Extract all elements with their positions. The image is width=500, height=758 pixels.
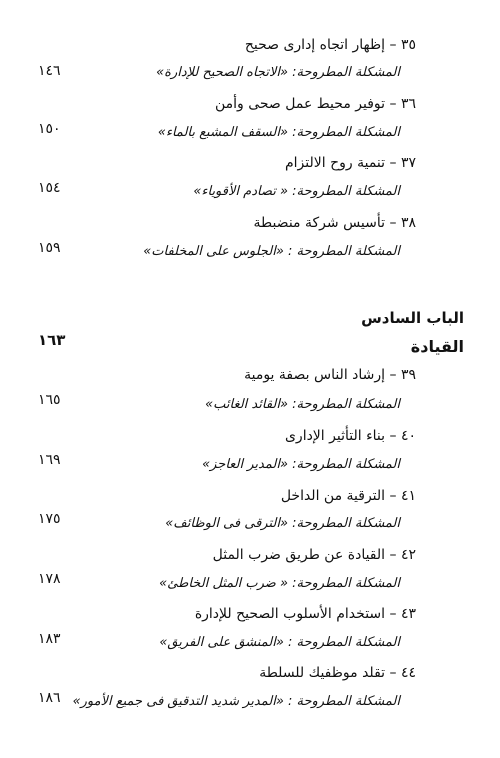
page-number: ١٨٦ [38, 690, 61, 706]
page-number: ١٤٦ [38, 63, 61, 79]
problem-text: « ضرب المثل الخاطئ» [159, 576, 288, 591]
page-number: ١٧٥ [38, 511, 61, 527]
problem-label: المشكلة المطروحة: [292, 65, 400, 80]
toc-entry-title: ٤٣ – استخدام الأسلوب الصحيح للإدارة [194, 606, 416, 622]
toc-entry-problem [156, 64, 400, 82]
problem-label: المشكلة المطروحة: [292, 576, 400, 591]
entry-number: ٤٢ [400, 547, 416, 563]
problem-text: «الجلوس على المخلفات» [143, 244, 284, 259]
problem-label: المشكلة المطروحة: [292, 397, 400, 412]
entry-number: ٤١ [400, 488, 416, 504]
entry-title: القيادة عن طريق ضرب المثل [212, 547, 386, 563]
page-number: ١٥٩ [38, 240, 61, 256]
toc-entry-problem [205, 396, 400, 414]
problem-text: «القائد الغائب» [205, 397, 288, 412]
page-number: ١٦٩ [38, 452, 61, 468]
problem-text: «المنشق على الفريق» [159, 635, 284, 650]
toc-entry-title: ٣٩ – إرشاد الناس بصفة يومية [244, 367, 416, 383]
entry-number: ٣٩ [400, 367, 416, 383]
entry-title: تقلد موظفيك للسلطة [259, 665, 386, 681]
chapter-title: الباب السادس [361, 309, 464, 327]
problem-text: «الترقى فى الوظائف» [165, 516, 288, 531]
toc-entry-problem [143, 243, 400, 261]
problem-text: « تصادم الأقوياء» [193, 184, 288, 199]
problem-label: المشكلة المطروحة : [288, 635, 400, 650]
entry-number: ٤٤ [400, 665, 416, 681]
entry-number: ٣٦ [400, 96, 416, 112]
chapter-subtitle: القيادة [410, 337, 464, 356]
toc-entry-problem [73, 693, 400, 711]
entry-number: ٤٣ [400, 606, 416, 622]
entry-number: ٣٧ [400, 155, 416, 171]
toc-entry-title: ٣٨ – تأسيس شركة منضبطة [253, 215, 416, 231]
entry-number: ٣٥ [400, 37, 416, 53]
toc-entry-problem [159, 634, 400, 652]
entry-title: توفير محيط عمل صحى وأمن [214, 96, 386, 112]
page-number: ١٥٤ [38, 180, 61, 196]
toc-entry-problem [158, 124, 400, 142]
chapter-page-number: ١٦٣ [38, 331, 66, 349]
toc-entry-title: ٤١ – الترقية من الداخل [280, 488, 416, 504]
toc-entry-problem [159, 575, 400, 593]
toc-entry-title: ٣٦ – توفير محيط عمل صحى وأمن [214, 96, 416, 112]
entry-title: تأسيس شركة منضبطة [253, 215, 386, 231]
problem-label: المشكلة المطروحة: [292, 125, 400, 140]
problem-text: «المدير شديد التدقيق فى جميع الأمور» [72, 694, 284, 709]
problem-text: «الاتجاه الصحيح للإدارة» [156, 65, 288, 80]
page-number: ١٨٣ [38, 631, 61, 647]
problem-label: المشكلة المطروحة: [292, 184, 400, 199]
problem-label: المشكلة المطروحة: [292, 516, 400, 531]
toc-entry-title: ٣٧ – تنمية روح الالتزام [284, 155, 416, 171]
toc-entry-title: ٣٥ – إظهار اتجاه إدارى صحيح [244, 37, 416, 53]
entry-title: بناء التأثير الإدارى [284, 428, 386, 444]
toc-entry-problem [193, 183, 400, 201]
entry-title: إظهار اتجاه إدارى صحيح [244, 37, 386, 53]
problem-label: المشكلة المطروحة : [288, 244, 400, 259]
toc-entry-problem [165, 515, 400, 533]
entry-number: ٣٨ [400, 215, 416, 231]
problem-text: «السقف المشبع بالماء» [157, 125, 288, 140]
problem-label: المشكلة المطروحة: [292, 457, 400, 472]
toc-entry-problem [202, 456, 400, 474]
toc-entry-title: ٤٢ – القيادة عن طريق ضرب المثل [212, 547, 416, 563]
problem-text: «المدير العاجز» [202, 457, 288, 472]
page-number: ١٥٠ [38, 121, 61, 137]
entry-title: إرشاد الناس بصفة يومية [244, 367, 386, 383]
page-number: ١٦٥ [38, 392, 61, 408]
entry-title: استخدام الأسلوب الصحيح للإدارة [194, 606, 386, 622]
entry-number: ٤٠ [400, 428, 416, 444]
entry-title: تنمية روح الالتزام [284, 155, 386, 171]
entry-title: الترقية من الداخل [280, 488, 386, 504]
problem-label: المشكلة المطروحة : [288, 694, 400, 709]
toc-entry-title: ٤٠ – بناء التأثير الإدارى [284, 428, 416, 444]
page-number: ١٧٨ [38, 571, 61, 587]
toc-entry-title: ٤٤ – تقلد موظفيك للسلطة [259, 665, 416, 681]
